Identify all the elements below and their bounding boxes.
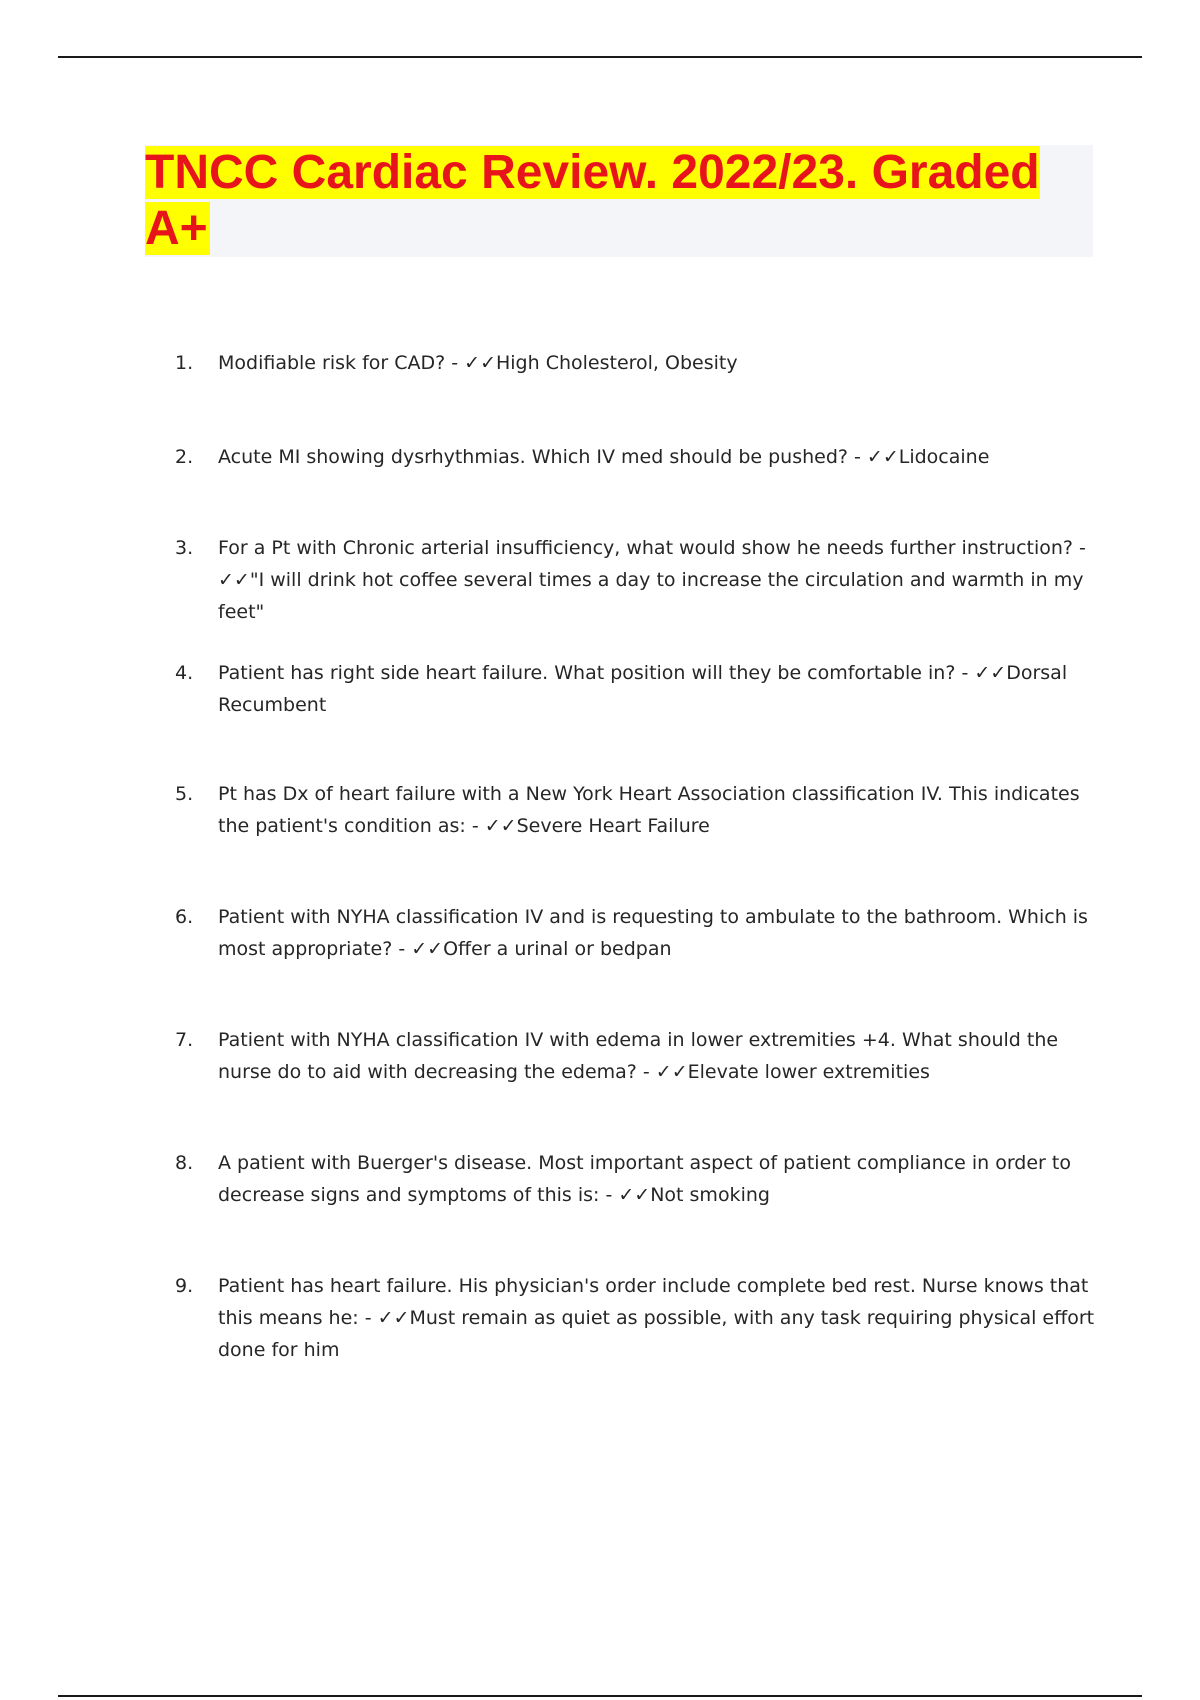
item-text: Patient has heart failure. His physician's order include complete bed rest. Nurse knows that this means he: - ✓✓Must remain as quiet as possible, with any task requiring physical effort done for him — [218, 1275, 1095, 1361]
top-rule — [58, 56, 1142, 58]
item-text: For a Pt with Chronic arterial insufficiency, what would show he needs further instruction? - ✓✓"I will drink hot coffee several times a day to increase the circulation and warmth in my feet" — [218, 537, 1086, 623]
item-number: 1. — [175, 352, 194, 374]
bottom-rule — [58, 1695, 1142, 1697]
item-text: Acute MI showing dysrhythmias. Which IV med should be pushed? - ✓✓Lidocaine — [218, 446, 990, 468]
item-number: 5. — [175, 783, 194, 805]
item-text: Patient with NYHA classification IV with edema in lower extremities +4. What should the nurse do to aid with decreasing the edema? - ✓✓Elevate lower extremities — [218, 1029, 1059, 1083]
item-text: Modifiable risk for CAD? - ✓✓High Cholesterol, Obesity — [218, 352, 738, 374]
item-number: 7. — [175, 1029, 194, 1051]
item-number: 3. — [175, 537, 194, 559]
item-text: Pt has Dx of heart failure with a New York Heart Association classification IV. This indicates the patient's condition as: - ✓✓Severe Heart Failure — [218, 783, 1080, 837]
item-number: 4. — [175, 662, 194, 684]
item-text: A patient with Buerger's disease. Most important aspect of patient compliance in order to decrease signs and symptoms of this is: - ✓✓Not smoking — [218, 1152, 1071, 1206]
item-number: 9. — [175, 1275, 194, 1297]
document-title — [145, 145, 1075, 257]
document-title-text: TNCC Cardiac Review. 2022/23. Graded A+ — [145, 146, 1040, 255]
item-text: Patient has right side heart failure. What position will they be comfortable in? - ✓✓Dorsal Recumbent — [218, 662, 1068, 716]
item-number: 8. — [175, 1152, 194, 1174]
item-text: Patient with NYHA classification IV and is requesting to ambulate to the bathroom. Which is most appropriate? - ✓✓Offer a urinal or bedpan — [218, 906, 1088, 960]
item-number: 2. — [175, 446, 194, 468]
item-number: 6. — [175, 906, 194, 928]
